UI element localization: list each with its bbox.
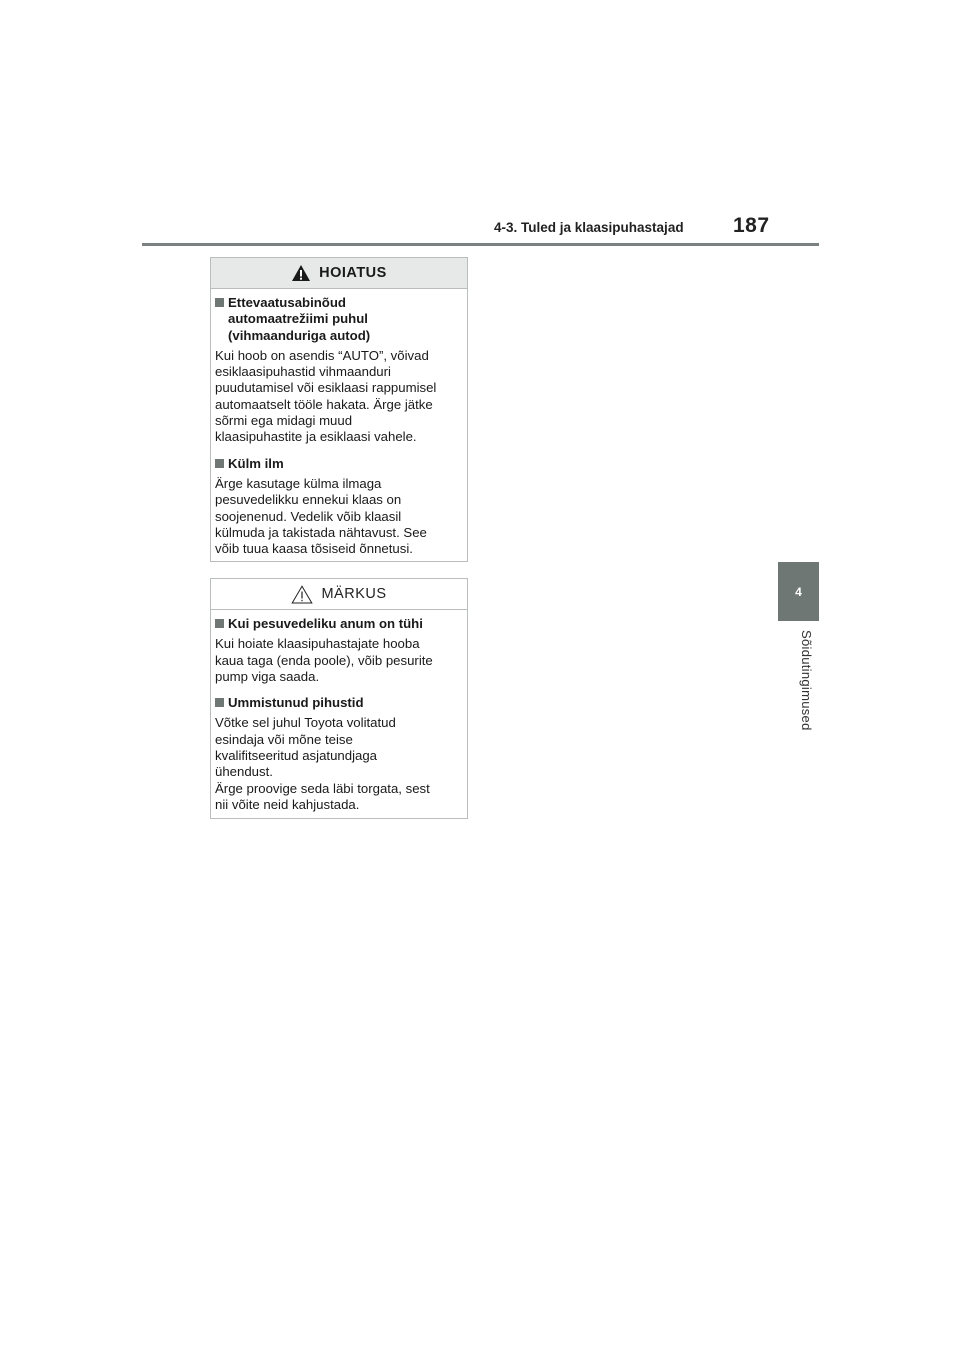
notice-item-text: Võtke sel juhul Toyota volitatud esindaja või mõne teise kvalifitseeritud asjatundjaga ühendust. Ärge proovige seda läbi torgata, sest nii võite neid kahjustada. xyxy=(215,715,430,812)
notice-item-title-text: Kui pesuvedeliku anum on tühi xyxy=(228,616,423,631)
warning-item-text: Kui hoob on asendis “AUTO”, võivad esiklaasipuhastid vihmaanduri puudutamisel või esiklaasi rappumisel automaatselt tööle hakata. Ärge jätke sõrmi ega midagi muud klaasipuhastite ja esiklaasi vahele. xyxy=(215,347,437,445)
notice-box xyxy=(210,578,468,819)
notice-item-title xyxy=(215,695,462,711)
chapter-title: Sõidutingimused xyxy=(799,630,814,731)
chapter-tab xyxy=(778,562,819,621)
warning-box xyxy=(210,257,468,562)
square-bullet-icon xyxy=(215,619,224,628)
warning-triangle-icon xyxy=(291,264,311,282)
warning-item-title-text: Külm ilm xyxy=(228,455,284,471)
warning-box-title: HOIATUS xyxy=(319,264,387,281)
header-divider xyxy=(142,243,819,246)
notice-item-title-text: Ummistunud pihustid xyxy=(228,695,364,711)
notice-box-header xyxy=(211,579,467,610)
square-bullet-icon xyxy=(215,459,224,468)
warning-item-title xyxy=(215,456,462,472)
square-bullet-icon xyxy=(215,698,224,707)
warning-item-title-text: Ettevaatusabinõud automaatrežiimi puhul (vihmaanduriga autod) xyxy=(228,295,371,343)
warning-box-header xyxy=(211,258,467,289)
caution-triangle-outline-icon xyxy=(291,585,313,604)
warning-item-title xyxy=(215,295,462,344)
section-title: 4-3. Tuled ja klaasipuhastajad xyxy=(494,220,684,235)
square-bullet-icon xyxy=(215,298,224,307)
warning-item-text: Ärge kasutage külma ilmaga pesuvedelikku ennekui klaas on soojenenud. Vedelik võib klaasil külmuda ja takistada nähtavust. See võib tuua kaasa tõsiseid õnnetusi. xyxy=(215,475,427,557)
notice-box-title: MÄRKUS xyxy=(321,585,387,602)
notice-item-title xyxy=(215,616,462,632)
chapter-number: 4 xyxy=(795,584,802,599)
page-number: 187 xyxy=(733,214,770,237)
notice-item-text: Kui hoiate klaasipuhastajate hooba kaua taga (enda poole), võib pesurite pump viga saada. xyxy=(215,636,433,684)
